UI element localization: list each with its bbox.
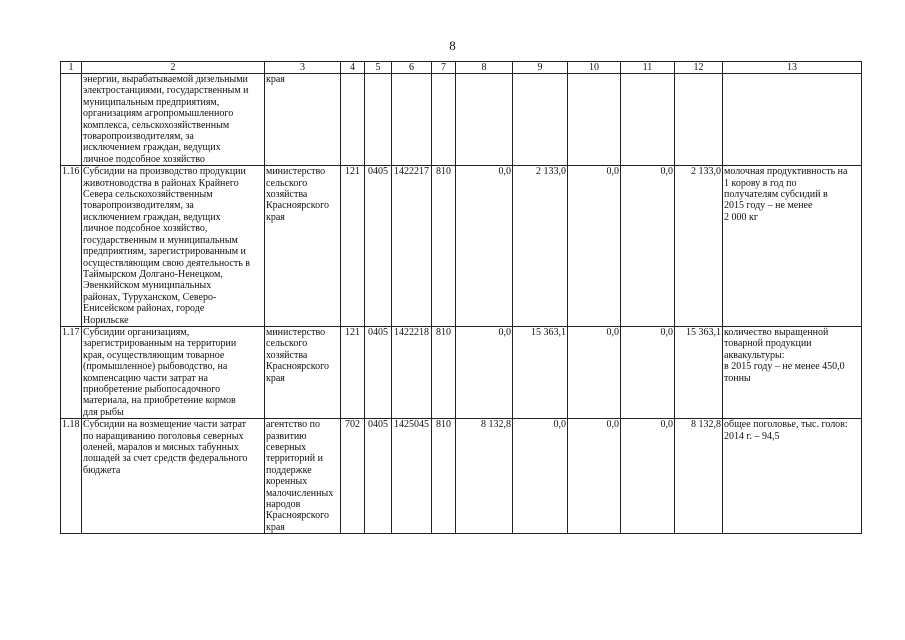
code-expense-type: 810 bbox=[432, 419, 456, 534]
amount-col10: 0,0 bbox=[568, 166, 621, 327]
code-section: 0405 bbox=[365, 419, 392, 534]
amount-col10: 0,0 bbox=[568, 326, 621, 418]
code-grbs bbox=[341, 74, 365, 166]
expected-result: общее поголовье, тыс. голов: 2014 г. – 94,5 bbox=[723, 419, 862, 534]
code-grbs: 121 bbox=[341, 326, 365, 418]
responsible-agency: агентство по развитию северных территорий и поддержке коренных малочисленных народов Красноярского края bbox=[265, 419, 341, 534]
code-expense-type: 810 bbox=[432, 166, 456, 327]
amount-total bbox=[675, 74, 723, 166]
code-expense-type: 810 bbox=[432, 326, 456, 418]
expected-result: количество выращенной товарной продукции аквакультуры: в 2015 году – не менее 450,0 тонны bbox=[723, 326, 862, 418]
column-header: 2 bbox=[82, 62, 265, 74]
code-section bbox=[365, 74, 392, 166]
code-target: 1422217 bbox=[392, 166, 432, 327]
column-header: 4 bbox=[341, 62, 365, 74]
expected-result: молочная продуктивность на 1 корову в год по получателям субсидий в 2015 году – не менее 2 000 кг bbox=[723, 166, 862, 327]
header-row bbox=[61, 62, 862, 74]
expected-result bbox=[723, 74, 862, 166]
table-row bbox=[61, 166, 862, 327]
code-section: 0405 bbox=[365, 326, 392, 418]
amount-col11: 0,0 bbox=[621, 419, 675, 534]
row-number: 1.16 bbox=[61, 166, 82, 327]
column-header: 6 bbox=[392, 62, 432, 74]
page-number: 8 bbox=[449, 38, 456, 53]
column-header: 1 bbox=[61, 62, 82, 74]
code-target: 1422218 bbox=[392, 326, 432, 418]
amount-col8: 8 132,8 bbox=[456, 419, 513, 534]
row-number bbox=[61, 74, 82, 166]
amount-col11: 0,0 bbox=[621, 326, 675, 418]
column-header: 9 bbox=[513, 62, 568, 74]
amount-col11 bbox=[621, 74, 675, 166]
amount-col8: 0,0 bbox=[456, 326, 513, 418]
code-grbs: 121 bbox=[341, 166, 365, 327]
column-header: 13 bbox=[723, 62, 862, 74]
code-section: 0405 bbox=[365, 166, 392, 327]
row-number: 1.18 bbox=[61, 419, 82, 534]
amount-col9: 2 133,0 bbox=[513, 166, 568, 327]
code-target bbox=[392, 74, 432, 166]
responsible-agency: края bbox=[265, 74, 341, 166]
table-row bbox=[61, 74, 862, 166]
amount-col9 bbox=[513, 74, 568, 166]
code-expense-type bbox=[432, 74, 456, 166]
amount-total: 2 133,0 bbox=[675, 166, 723, 327]
column-header: 8 bbox=[456, 62, 513, 74]
program-table bbox=[60, 61, 862, 534]
amount-col9: 15 363,1 bbox=[513, 326, 568, 418]
column-header: 10 bbox=[568, 62, 621, 74]
amount-col10: 0,0 bbox=[568, 419, 621, 534]
amount-col9: 0,0 bbox=[513, 419, 568, 534]
amount-col8 bbox=[456, 74, 513, 166]
measure-name: Субсидии на производство продукции животноводства в районах Крайнего Севера сельскохозяйственным товаропроизводителям, за исключением граждан, ведущих личное подсобное хозяйство, государственным и муниципальным предприятиям, зарегистрированным и осуществляющим свою деятельность в Таймырском Долгано-Ненецком, Эвенкийском муниципальных районах, Туруханском, Северо- Енисейском районах, городе Норильске bbox=[82, 166, 265, 327]
measure-name: Субсидии на возмещение части затрат по наращиванию поголовья северных оленей, маралов и мясных табунных лошадей за счет средств федерального бюджета bbox=[82, 419, 265, 534]
code-target: 1425045 bbox=[392, 419, 432, 534]
column-header: 11 bbox=[621, 62, 675, 74]
amount-col8: 0,0 bbox=[456, 166, 513, 327]
measure-name: Субсидии организациям, зарегистрированным на территории края, осуществляющим товарное (промышленное) рыбоводство, на компенсацию части затрат на приобретение рыбопосадочного материала, на приобретение кормов для рыбы bbox=[82, 326, 265, 418]
column-header: 7 bbox=[432, 62, 456, 74]
column-header: 5 bbox=[365, 62, 392, 74]
table-row bbox=[61, 326, 862, 418]
responsible-agency: министерство сельского хозяйства Красноярского края bbox=[265, 326, 341, 418]
responsible-agency: министерство сельского хозяйства Красноярского края bbox=[265, 166, 341, 327]
column-header: 12 bbox=[675, 62, 723, 74]
amount-total: 8 132,8 bbox=[675, 419, 723, 534]
amount-col10 bbox=[568, 74, 621, 166]
column-header: 3 bbox=[265, 62, 341, 74]
amount-col11: 0,0 bbox=[621, 166, 675, 327]
code-grbs: 702 bbox=[341, 419, 365, 534]
table-row bbox=[61, 419, 862, 534]
measure-name: энергии, вырабатываемой дизельными электростанциями, государственным и муниципальным предприятиям, организациям агропромышленного комплекса, сельскохозяйственным товаропроизводителям, за исключением граждан, ведущих личное подсобное хозяйство bbox=[82, 74, 265, 166]
amount-total: 15 363,1 bbox=[675, 326, 723, 418]
row-number: 1.17 bbox=[61, 326, 82, 418]
